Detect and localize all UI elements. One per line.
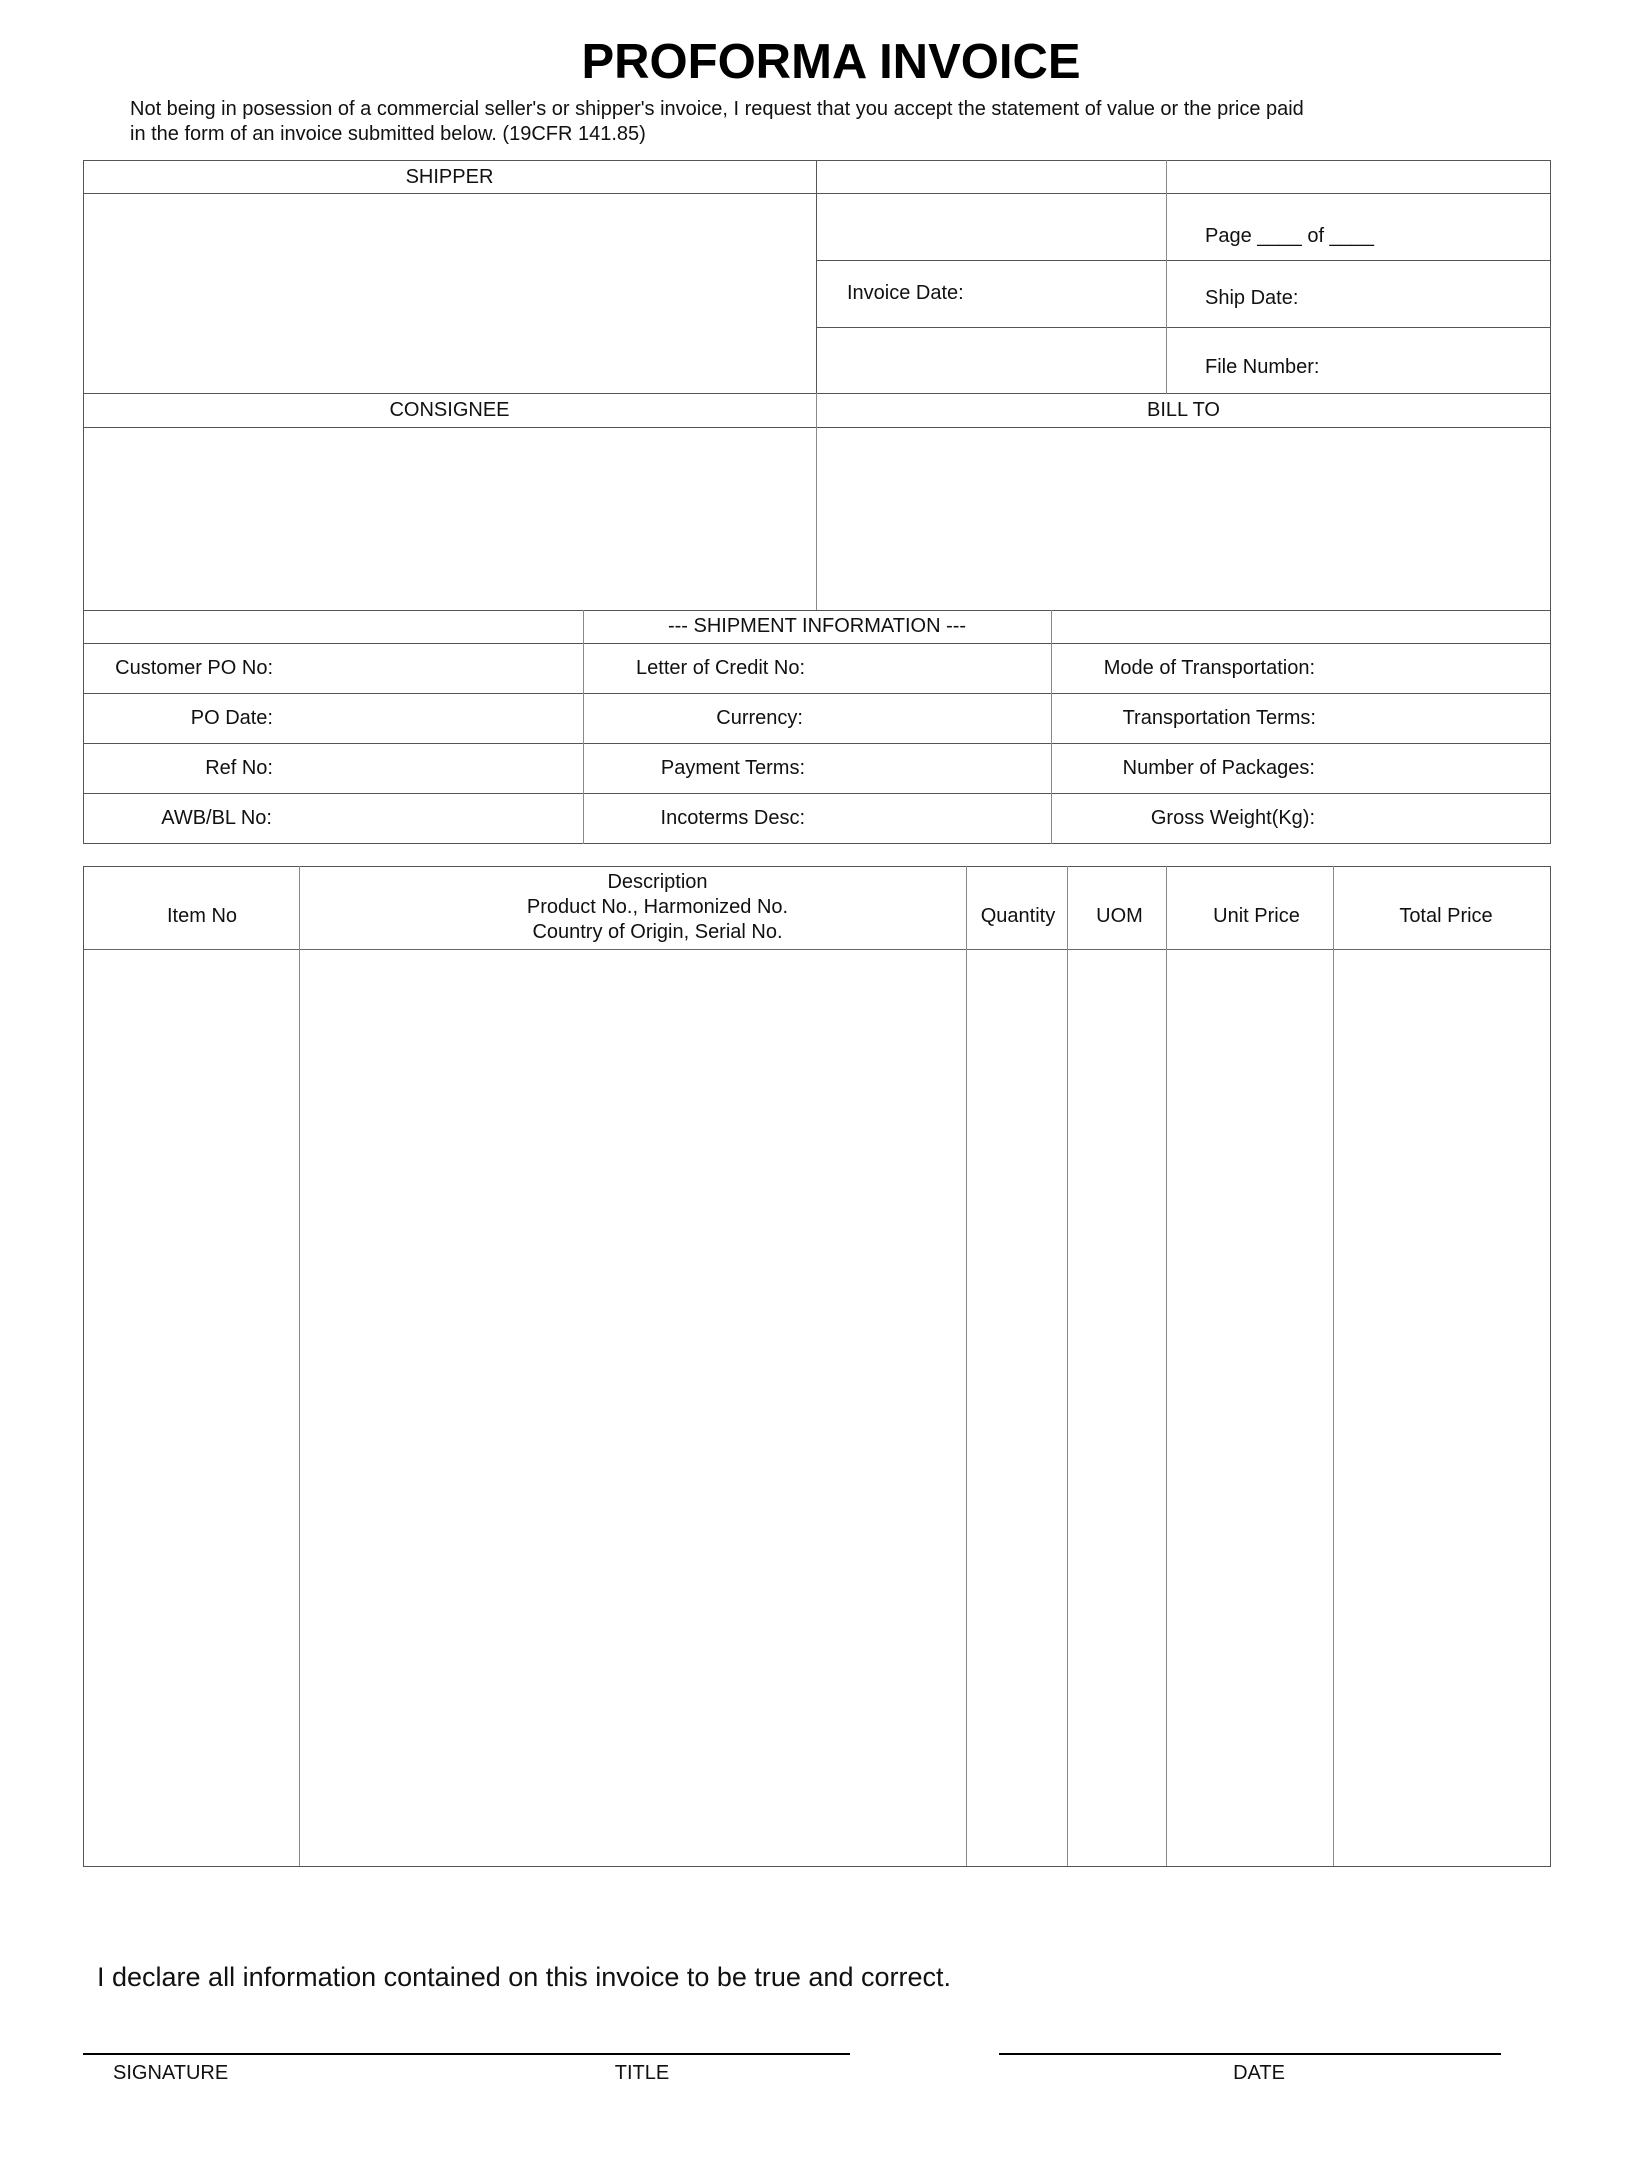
description-header-line-3: Country of Origin, Serial No. bbox=[532, 921, 783, 943]
divider bbox=[83, 193, 1551, 194]
awb-bl-no-label: AWB/BL No: bbox=[161, 807, 272, 829]
uom-column-field[interactable] bbox=[1069, 951, 1164, 1864]
po-date-label: PO Date: bbox=[190, 707, 273, 729]
payment-terms-label: Payment Terms: bbox=[660, 757, 805, 779]
customs-statement-line-2: in the form of an invoice submitted below. (19CFR 141.85) bbox=[130, 123, 646, 145]
page-title: PROFORMA INVOICE bbox=[581, 35, 1081, 89]
shipment-info-heading: --- SHIPMENT INFORMATION --- bbox=[667, 615, 967, 637]
bill-to-field[interactable] bbox=[818, 429, 1548, 609]
column-header-quantity: Quantity bbox=[980, 905, 1056, 927]
letter-of-credit-field[interactable] bbox=[810, 645, 1049, 691]
top-middle-header-field[interactable] bbox=[818, 162, 1164, 192]
items-header-divider bbox=[83, 949, 1551, 950]
description-column-field[interactable] bbox=[301, 951, 964, 1864]
mode-of-transportation-field[interactable] bbox=[1320, 645, 1548, 691]
divider bbox=[816, 260, 1551, 261]
divider bbox=[816, 160, 817, 394]
consignee-field[interactable] bbox=[85, 429, 814, 609]
shipper-field[interactable] bbox=[85, 195, 814, 392]
incoterms-desc-field[interactable] bbox=[810, 795, 1049, 841]
column-divider bbox=[1333, 866, 1334, 1866]
awb-bl-no-field[interactable] bbox=[278, 795, 581, 841]
date-line[interactable] bbox=[999, 2053, 1501, 2055]
column-divider bbox=[299, 866, 300, 1866]
ship-date-label: Ship Date: bbox=[1205, 287, 1299, 309]
customs-statement-line-1: Not being in posession of a commercial seller's or shipper's invoice, I request that you accept the statement of value or the price paid bbox=[130, 98, 1304, 120]
column-header-description bbox=[299, 870, 1016, 945]
number-of-packages-field[interactable] bbox=[1320, 745, 1548, 791]
signature-title-line[interactable] bbox=[83, 2053, 850, 2055]
divider bbox=[816, 327, 1551, 328]
description-header-line-1: Description bbox=[607, 871, 708, 893]
top-middle-bottom-field[interactable] bbox=[818, 329, 1164, 392]
date-label: DATE bbox=[1233, 2062, 1285, 2084]
customs-statement bbox=[130, 97, 1530, 147]
po-date-field[interactable] bbox=[278, 695, 581, 741]
shipper-label: SHIPPER bbox=[405, 166, 494, 188]
quantity-column-field[interactable] bbox=[968, 951, 1065, 1864]
mode-of-transportation-label: Mode of Transportation: bbox=[1103, 657, 1315, 679]
divider bbox=[83, 427, 1551, 428]
customer-po-field[interactable] bbox=[278, 645, 581, 691]
divider bbox=[816, 393, 817, 610]
invoice-date-label: Invoice Date: bbox=[847, 282, 964, 304]
description-header-line-2: Product No., Harmonized No. bbox=[526, 896, 789, 918]
ref-no-field[interactable] bbox=[278, 745, 581, 791]
gross-weight-field[interactable] bbox=[1320, 795, 1548, 841]
item-no-column-field[interactable] bbox=[85, 951, 297, 1864]
divider bbox=[83, 643, 1551, 644]
payment-terms-field[interactable] bbox=[810, 745, 1049, 791]
currency-label: Currency: bbox=[716, 707, 803, 729]
gross-weight-label: Gross Weight(Kg): bbox=[1150, 807, 1315, 829]
divider bbox=[83, 693, 1551, 694]
ref-no-label: Ref No: bbox=[205, 757, 273, 779]
declaration-statement: I declare all information contained on this invoice to be true and correct. bbox=[97, 1962, 951, 1992]
divider bbox=[1166, 160, 1167, 394]
transportation-terms-field[interactable] bbox=[1320, 695, 1548, 741]
divider bbox=[83, 793, 1551, 794]
top-right-header-field[interactable] bbox=[1168, 162, 1548, 192]
column-header-unit-price: Unit Price bbox=[1213, 905, 1300, 927]
transportation-terms-label: Transportation Terms: bbox=[1122, 707, 1316, 729]
number-of-packages-label: Number of Packages: bbox=[1122, 757, 1315, 779]
customer-po-label: Customer PO No: bbox=[115, 657, 273, 679]
consignee-label: CONSIGNEE bbox=[389, 399, 510, 421]
column-header-uom: UOM bbox=[1096, 905, 1143, 927]
column-header-total-price: Total Price bbox=[1399, 905, 1493, 927]
divider bbox=[83, 743, 1551, 744]
unit-price-column-field[interactable] bbox=[1168, 951, 1331, 1864]
incoterms-desc-label: Incoterms Desc: bbox=[660, 807, 805, 829]
column-divider bbox=[966, 866, 967, 1866]
bill-to-label: BILL TO bbox=[1146, 399, 1220, 421]
column-header-item-no: Item No bbox=[166, 905, 238, 927]
currency-field[interactable] bbox=[810, 695, 1049, 741]
column-divider bbox=[1067, 866, 1068, 1866]
title-label: TITLE bbox=[614, 2062, 670, 2084]
letter-of-credit-label: Letter of Credit No: bbox=[636, 657, 805, 679]
signature-label: SIGNATURE bbox=[113, 2062, 229, 2084]
page-number-label: Page ____ of ____ bbox=[1205, 225, 1375, 247]
total-price-column-field[interactable] bbox=[1335, 951, 1548, 1864]
file-number-label: File Number: bbox=[1205, 356, 1320, 378]
column-divider bbox=[1166, 866, 1167, 1866]
